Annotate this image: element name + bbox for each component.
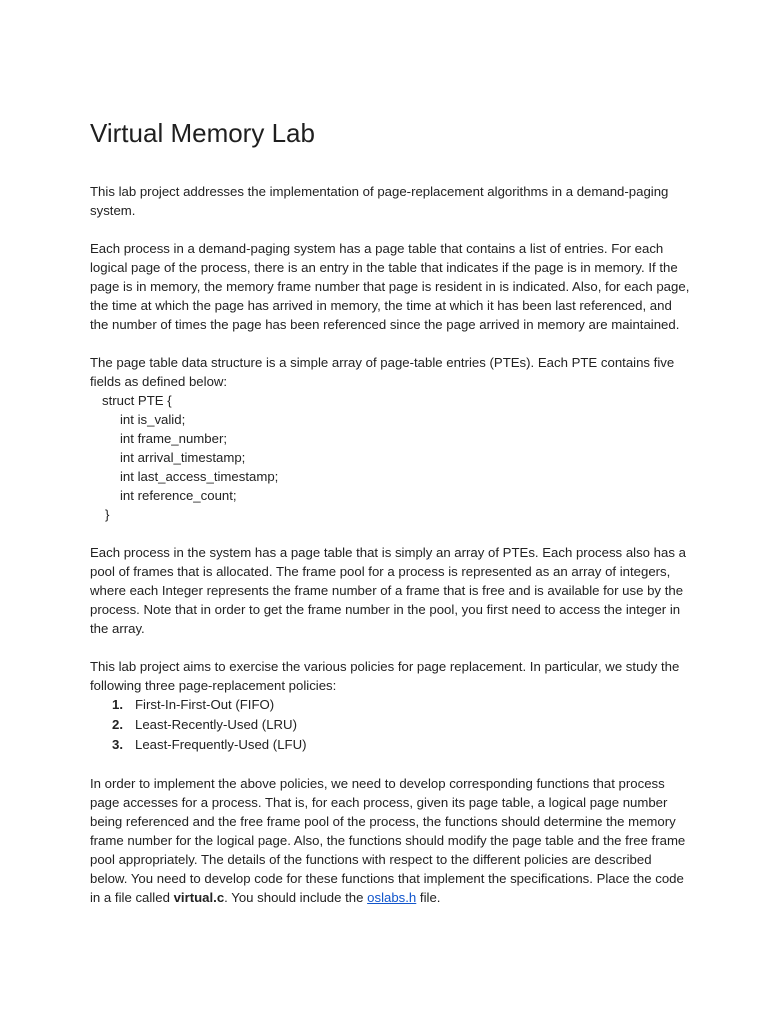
struct-field-line: int is_valid; (120, 412, 186, 427)
implementation-text-2: . You should include the (224, 890, 368, 905)
pte-intro-paragraph: The page table data structure is a simple array of page-table entries (PTEs). Each PTE contains five fields as defined below: (90, 355, 675, 389)
intro-paragraph: This lab project addresses the implementation of page-replacement algorithms in a demand-paging system. (90, 184, 669, 218)
page-table-paragraph: Each process in a demand-paging system has a page table that contains a list of entries. For each logical page of the process, there is an entry in the table that indicates if the page is in memory. If the page is in memory, the memory frame number that page is resident in is indicated. Also, for each page, the time at which the page has arrived in memory, the time at which it has been last referenced, and the number of times the page has been referenced since the page arrived in memory are maintained. (90, 241, 690, 332)
document-page (90, 116, 690, 926)
struct-field-line: int frame_number; (120, 431, 228, 446)
list-item-label: Least-Frequently-Used (LFU) (135, 737, 307, 752)
frame-pool-paragraph: Each process in the system has a page table that is simply an array of PTEs. Each process also has a pool of frames that is allocated. The frame pool for a process is represented as an array of integers, where each Integer represents the frame number of a frame that is free and is available for use by the process. Note that in order to get the frame number in the pool, you first need to access the integer in the array. (90, 545, 686, 636)
list-item-label: Least-Recently-Used (LRU) (135, 717, 297, 732)
list-item-number: 3. (112, 737, 123, 752)
struct-field-line: int last_access_timestamp; (120, 469, 279, 484)
list-item (90, 735, 690, 755)
policies-intro-paragraph: This lab project aims to exercise the various policies for page replacement. In particular, we study the following three page-replacement policies: (90, 659, 680, 693)
list-item-number: 2. (112, 717, 123, 732)
struct-field-line: int arrival_timestamp; (120, 450, 246, 465)
struct-close-line: } (105, 507, 110, 522)
document-title: Virtual Memory Lab (90, 118, 315, 148)
struct-pte-code (90, 391, 690, 524)
list-item (90, 715, 690, 735)
policies-list (90, 695, 690, 755)
list-item-number: 1. (112, 697, 123, 712)
list-item (90, 695, 690, 715)
implementation-text-3: file. (416, 890, 441, 905)
struct-open-line: struct PTE { (102, 393, 172, 408)
filename-bold: virtual.c (173, 890, 225, 905)
struct-field-line: int reference_count; (120, 488, 237, 503)
list-item-label: First-In-First-Out (FIFO) (135, 697, 275, 712)
implementation-paragraph (90, 774, 690, 907)
implementation-text: In order to implement the above policies, we need to develop corresponding functions that process page accesses for a process. That is, for each process, given its page table, a logical page number being referenced and the free frame pool of the process, the functions should determine the memory frame number for the logical page. Also, the functions should modify the page table and the free frame pool appropriately. The details of the functions with respect to the different policies are described below. You need to develop code for these functions that implement the specifications. Place the code in a file called (90, 776, 686, 905)
oslabs-header-link[interactable]: oslabs.h (367, 890, 417, 905)
